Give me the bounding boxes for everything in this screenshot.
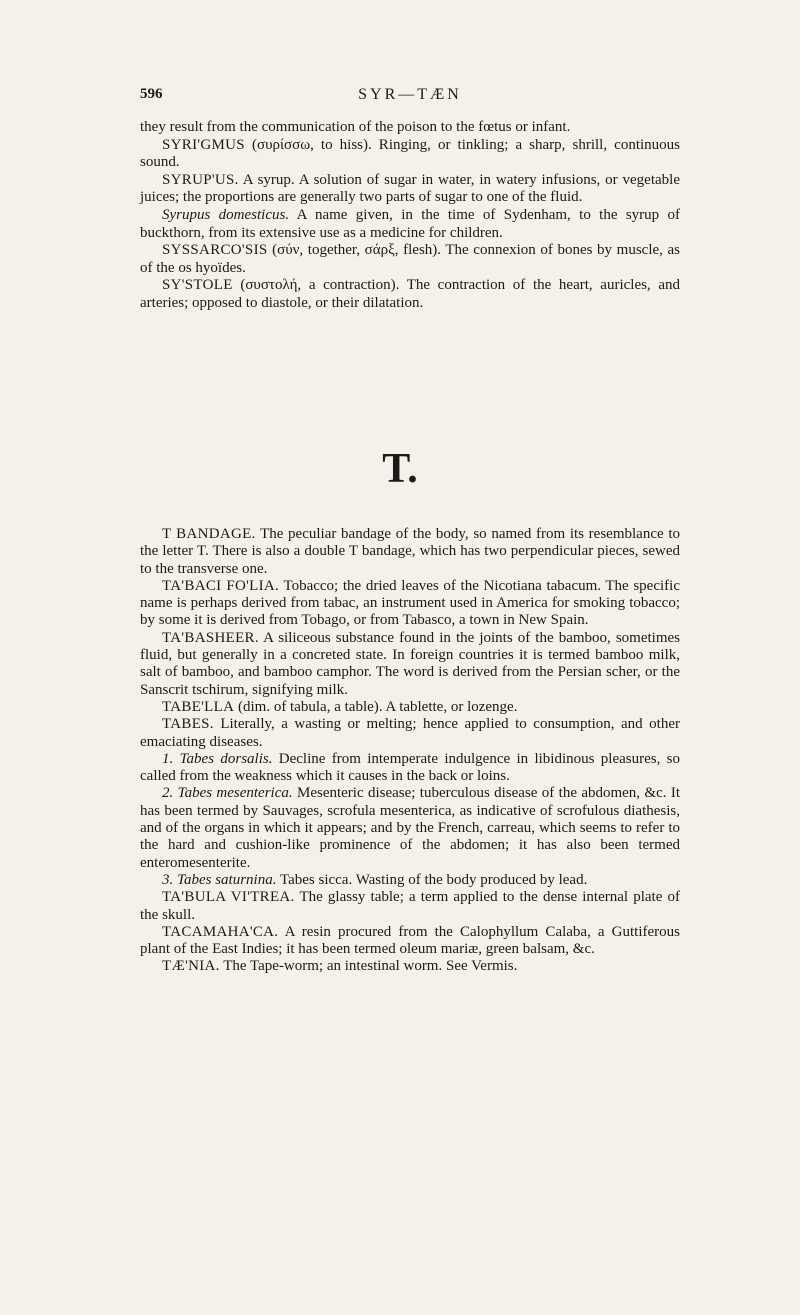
running-head: SYR—TÆN (358, 86, 462, 103)
entries-top (140, 119, 680, 313)
entry-headword: SYRI'GMUS (162, 136, 245, 153)
dictionary-subentry (140, 751, 680, 786)
entry-headword: TA'BACI FO'LIA. (162, 577, 280, 594)
section-letter: T. (382, 446, 418, 492)
page-number: 596 (140, 86, 163, 102)
entry-headword: TÆ'NIA. (162, 958, 220, 975)
subentry-body: A name given, in the time of Sydenham, to the syrup of buckthorn, from its extensive use as a medicine for children. (140, 206, 680, 241)
dictionary-entry (140, 716, 680, 751)
entries-bottom (140, 526, 680, 976)
dictionary-entry (140, 958, 680, 975)
page-header (140, 86, 680, 108)
dictionary-entry (140, 172, 680, 207)
dictionary-entry (140, 630, 680, 699)
entry-headword: TA'BASHEER. (162, 629, 259, 646)
dictionary-subentry (140, 207, 680, 242)
subentry-lead: 1. Tabes dorsalis. (162, 750, 273, 767)
dictionary-entry (140, 578, 680, 630)
entry-body: A resin procured from the Calophyllum Calaba, a Guttiferous plant of the East Indies; it has been termed oleum mariæ, green balsam, &c. (140, 923, 680, 958)
subentry-lead: Syrupus domesticus. (162, 206, 290, 223)
continuation-text: they result from the communication of the poison to the fœtus or infant. (140, 119, 571, 135)
entry-headword: TABES. (162, 716, 214, 733)
dictionary-subentry (140, 872, 680, 889)
subentry-body: Tabes sicca. Wasting of the body produced by lead. (276, 871, 588, 888)
dictionary-entry (140, 699, 680, 716)
entry-body: (σύν, together, σάρξ, flesh). The connexion of bones by muscle, as of the os hyoïdes. (140, 242, 680, 276)
entry-body: (dim. of tabula, a table). A tablette, or lozenge. (234, 698, 518, 715)
entry-body: A syrup. A solution of sugar in water, in watery infusions, or vegetable juices; the proportions are generally two parts of sugar to one of the fluid. (140, 171, 680, 206)
entry-body: (συρίσσω, to hiss). Ringing, or tinkling; a sharp, shrill, continuous sound. (140, 136, 680, 171)
subentry-body: Decline from intemperate indulgence in libidinous pleasures, so called from the weakness which it causes in the back or loins. (140, 750, 680, 785)
dictionary-entry (140, 242, 680, 277)
entry-body: (συστολή, a contraction). The contraction of the heart, auricles, and arteries; opposed to diastole, or their dilatation. (140, 277, 680, 311)
entry-body: The glassy table; a term applied to the dense internal plate of the skull. (140, 889, 680, 923)
entry-headword: SY'STOLE (162, 277, 233, 294)
entry-headword: TA'BULA VI'TREA. (162, 889, 295, 906)
dictionary-subentry (140, 785, 680, 871)
subentry-body: Mesenteric disease; tuberculous disease of the abdomen, &c. It has been termed by Sauvages, scrofula mesenterica, as indicative of scrofulous diathesis, and of the organs in which it appears; and by the French, carreau, which seems to refer to the hard and cushion-like prominence of the abdomen; it has also been termed enteromesenterite. (140, 785, 680, 871)
entry-body: The Tape-worm; an intestinal worm. See Vermis. (219, 958, 518, 975)
entry-headword: SYSSARCO'SIS (162, 242, 268, 259)
dictionary-entry (140, 924, 680, 959)
entry-body: A siliceous substance found in the joints of the bamboo, sometimes fluid, but generally in a concreted state. In foreign countries it is termed bamboo milk, salt of bamboo, and bamboo camphor. The word is derived from the Persian scher, or the Sanscrit tschirum, signifying milk. (140, 629, 680, 698)
subentry-lead: 3. Tabes saturnina. (162, 871, 277, 888)
dictionary-entry (140, 277, 680, 312)
subentry-lead: 2. Tabes mesenterica. (162, 785, 293, 802)
entry-body: Literally, a wasting or melting; hence applied to consumption, and other emaciating diseases. (140, 716, 680, 750)
entry-headword: TABE'LLA (162, 698, 235, 715)
entry-body: The peculiar bandage of the body, so named from its resemblance to the letter T. There is also a double T bandage, which has two perpendicular pieces, sewed to the transverse one. (140, 526, 680, 577)
entry-body: Tobacco; the dried leaves of the Nicotiana tabacum. The specific name is perhaps derived from tabac, an instrument used in America for smoking tobacco; by some it is derived from Tobago, or from Tabasco, a town in New Spain. (140, 577, 680, 629)
entry-headword: TACAMAHA'CA. (162, 923, 279, 940)
dictionary-entry (140, 137, 680, 172)
dictionary-entry (140, 889, 680, 924)
entry-headword: T BANDAGE. (162, 526, 256, 542)
entry-headword: SYRUP'US. (162, 171, 239, 188)
dictionary-entry (140, 526, 680, 578)
